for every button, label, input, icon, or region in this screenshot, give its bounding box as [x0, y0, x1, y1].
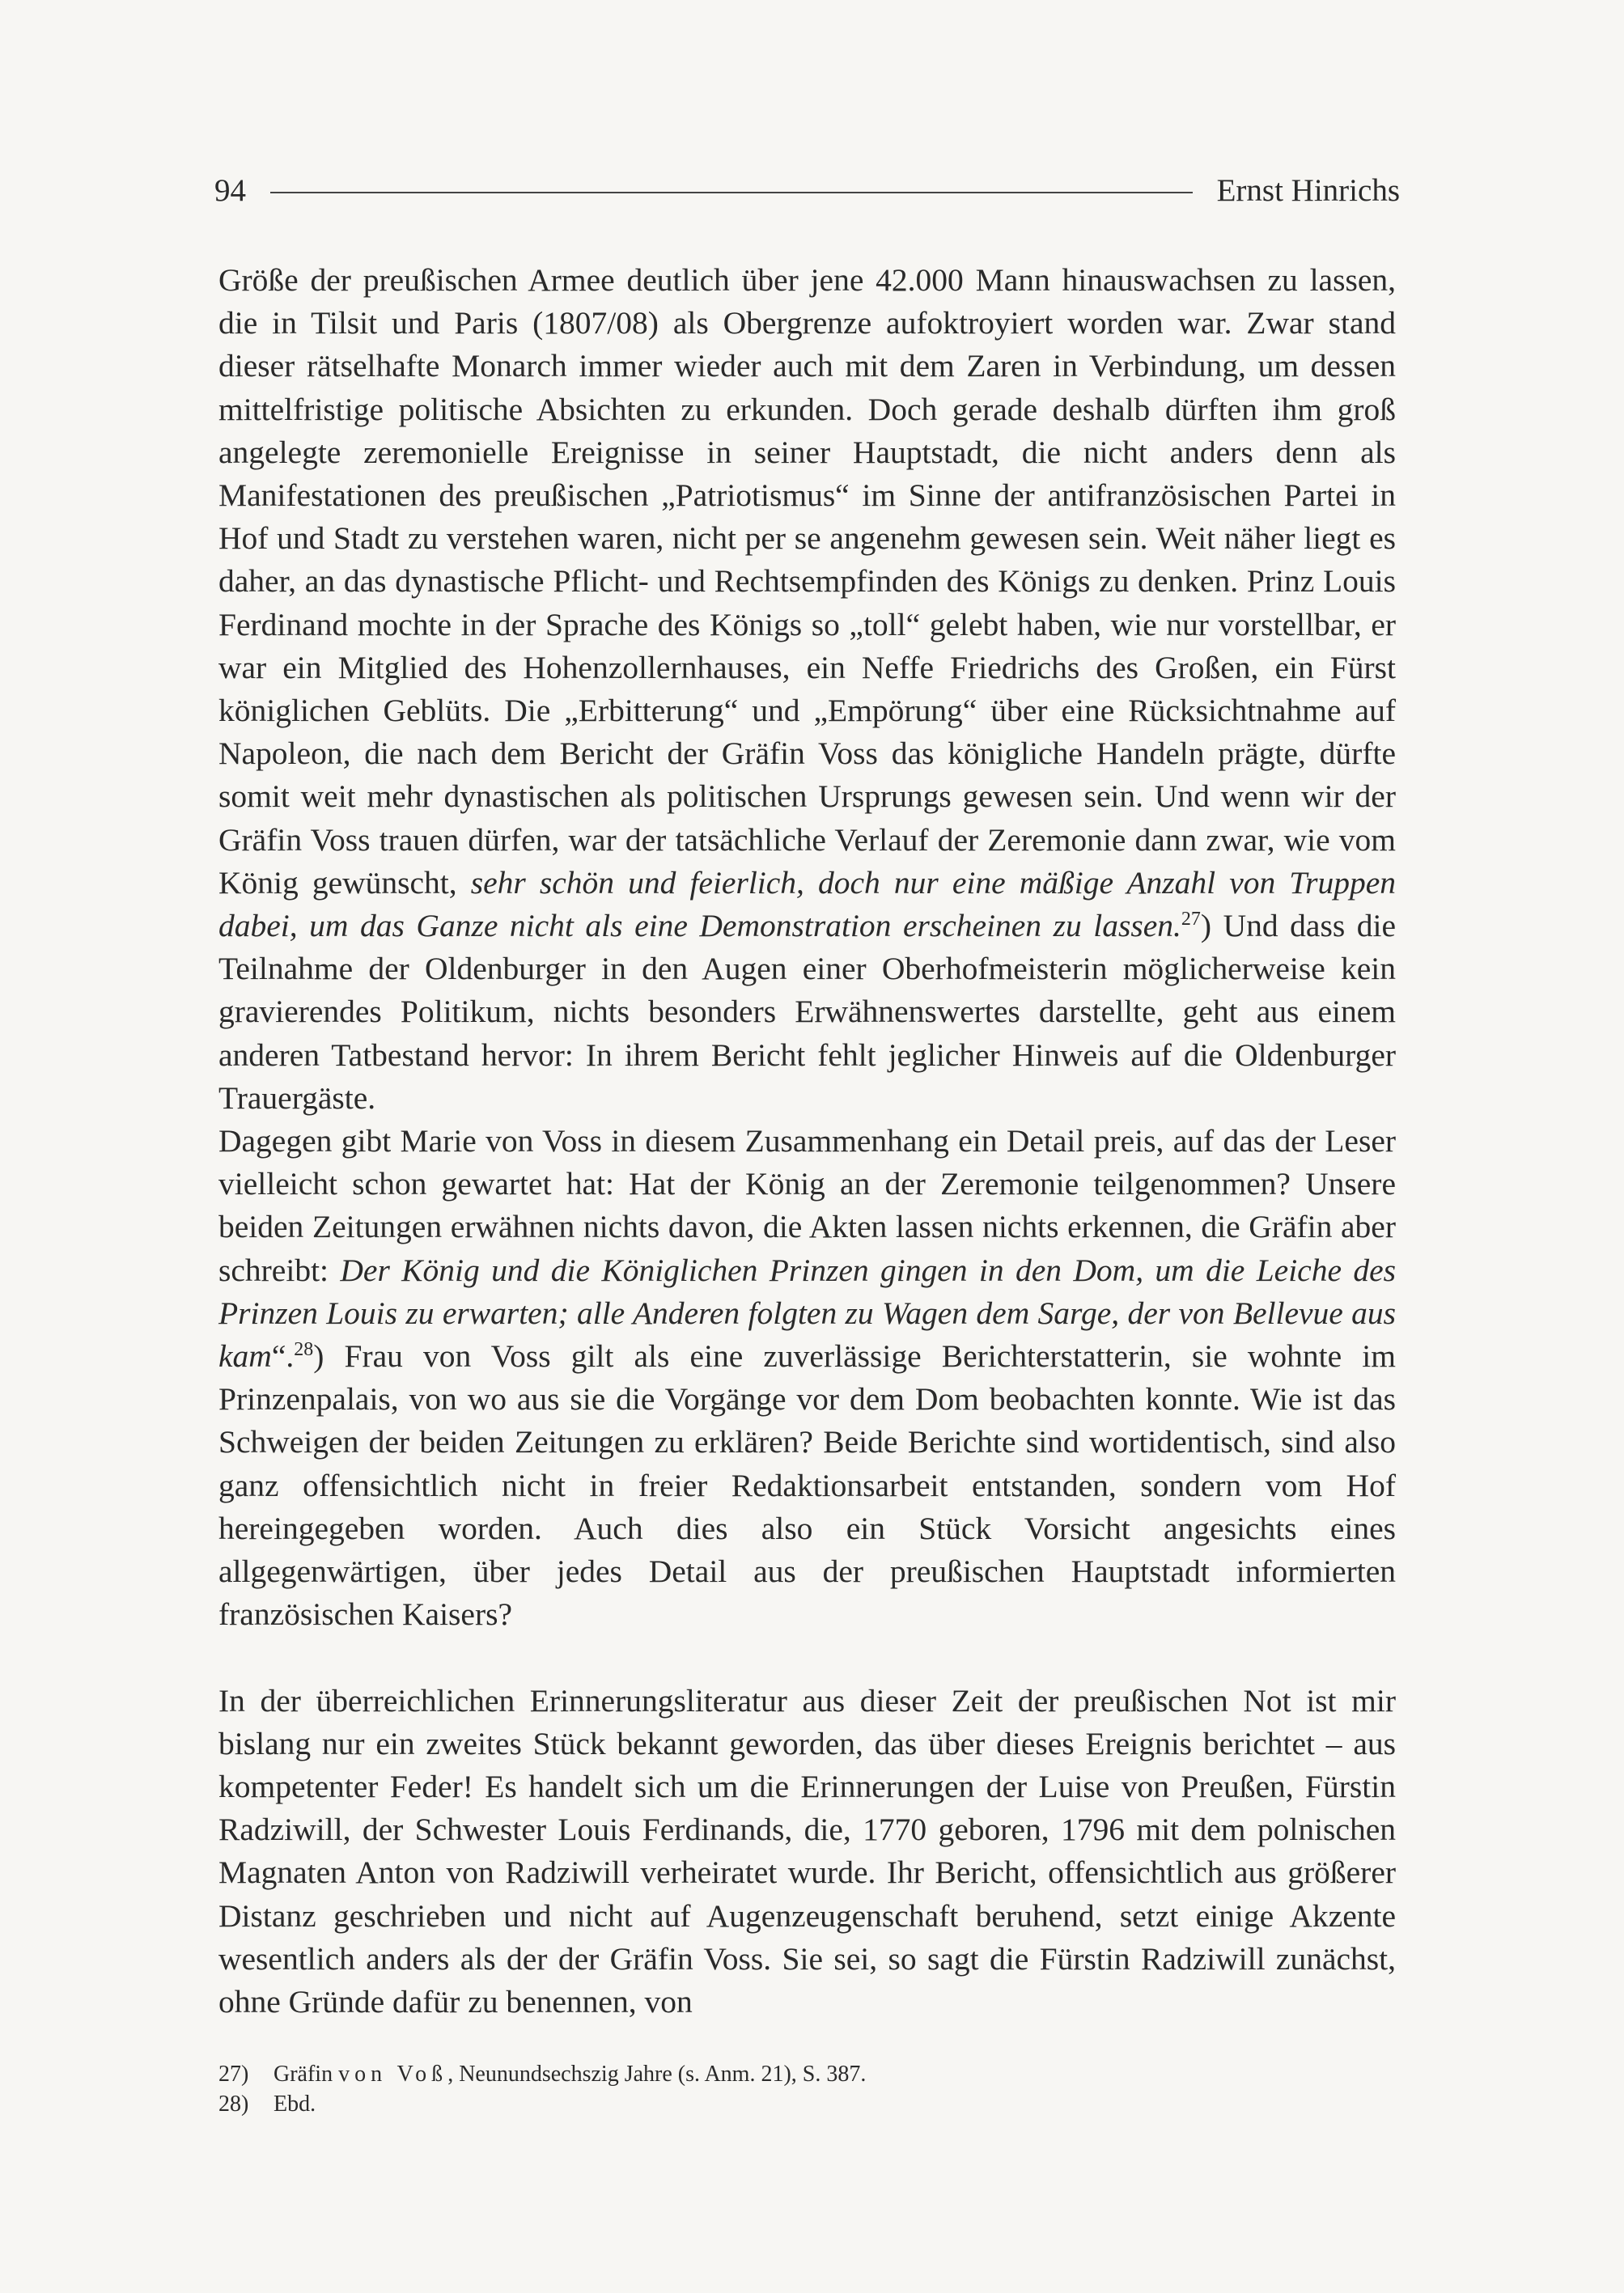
- footnote-ref-27[interactable]: 27: [1181, 908, 1201, 930]
- page-number: 94: [214, 172, 246, 208]
- header-rule: [270, 192, 1193, 193]
- footnotes: [218, 2059, 1396, 2119]
- footnote-number: 28): [218, 2092, 249, 2117]
- footnote-ref-28[interactable]: 28: [294, 1338, 314, 1360]
- footnote-number: 27): [218, 2062, 249, 2087]
- paragraph-1: Größe der preußischen Armee deutlich über jene 42.000 Mann hinauswachsen zu lassen, die in Tilsit und Paris (1807/08) als Obergrenze aufoktroyiert worden war. Zwar stand dieser rätselhafte Monarch immer wieder auch mit dem Zaren in Verbindung, um dessen mittelfristige politische Absichten zu erkunden. Doch gerade deshalb dürften ihm groß angelegte zeremonielle Ereignisse in seiner Hauptstadt, die nicht anders denn als Manifestationen des preußischen „Patriotismus“ im Sinne der antifranzösischen Partei in Hof und Stadt zu verstehen waren, nicht per se angenehm gewesen sein. Weit näher liegt es daher, an das dynastische Pflicht- und Rechtsempfinden des Königs zu denken. Prinz Louis Ferdinand mochte in der Sprache des Königs so „toll“ gelebt haben, wie nur vorstellbar, er war ein Mitglied des Hohenzollernhauses, ein Neffe Friedrichs des Großen, ein Fürst königlichen Geblüts. Die „Erbitterung“ und „Empörung“ über eine Rücksichtnahme auf Napoleon, die nach dem Bericht der Gräfin Voss das königliche Handeln prägte, dürfte somit weit mehr dynastischen als politischen Ursprungs gewesen sein. Und wenn wir der Gräfin Voss trauen dürfen, war der tatsächliche Verlauf der Zeremonie dann zwar, wie vom König gewünscht, sehr schön und feierlich, doch nur eine mäßige Anzahl von Truppen dabei, um das Ganze nicht als eine Demonstration erscheinen zu lassen.$^{27}$) Und dass die Teilnahme der Oldenburger in den Augen einer Oberhofmeisterin möglicherweise kein gravierendes Politikum, nichts besonders Erwähnenswertes darstellte, geht aus einem anderen Tatbestand hervor: In ihrem Bericht fehlt jeglicher Hinweis auf die Oldenburger Trauergäste.: [218, 262, 1397, 1116]
- paragraph-2: Dagegen gibt Marie von Voss in diesem Zusammenhang ein Detail preis, auf das der Leser vielleicht schon gewartet hat: Hat der König an der Zeremonie teilgenommen? Unsere beiden Zeitungen erwähnen nichts davon, die Akten lassen nichts erkennen, die Gräfin aber schreibt: Der König und die Königlichen Prinzen gingen in den Dom, um die Leiche des Prinzen Louis zu erwarten; alle Anderen folgten zu Wagen dem Sarge, der von Bellevue aus kam“.$^{28}$) Frau von Voss gilt als eine zuverlässige Berichterstatterin, sie wohnte im Prinzenpalais, von wo aus sie die Vorgänge vor dem Dom beobachten konnte. Wie ist das Schweigen der beiden Zeitungen zu erklären? Beide Berichte sind wortidentisch, sind also ganz offensichtlich nicht in freier Redaktionsarbeit entstanden, sondern vom Hof hereingegeben worden. Auch dies also ein Stück Vorsicht angesichts eines allgegenwärtigen, über jedes Detail aus der preußischen Hauptstadt informierten französischen Kaisers?: [218, 1123, 1397, 1633]
- footnote-text: Gräfin von Voß, Neunundsechszig Jahre (s. Anm. 21), S. 387.: [273, 2062, 867, 2087]
- quote-voss-1: sehr schön und feierlich, doch nur eine mäßige Anzahl von Truppen dabei, um das Ganze nicht als eine Demonstration erscheinen zu lassen.: [218, 864, 1397, 944]
- paragraph-3: In der überreichlichen Erinnerungsliteratur aus dieser Zeit der preußischen Not ist mir bislang nur ein zweites Stück bekannt geworden, das über dieses Ereignis berichtet – aus kompetenter Feder! Es handelt sich um die Erinnerungen der Luise von Preußen, Fürstin Radziwill, der Schwester Louis Ferdinands, die, 1770 geboren, 1796 mit dem polnischen Magnaten Anton von Radziwill verheiratet wurde. Ihr Bericht, offensichtlich aus größerer Distanz geschrieben und nicht auf Augenzeugenschaft beruhend, setzt einige Akzente wesentlich anders als der der Gräfin Voss. Sie sei, so sagt die Fürstin Radziwill zunächst, ohne Gründe dafür zu benennen, von: [218, 1682, 1396, 2020]
- footnote-28: [218, 2089, 1396, 2119]
- running-head-author: Ernst Hinrichs: [1216, 172, 1400, 208]
- footnote-27: [218, 2059, 1396, 2089]
- footnote-text: Ebd.: [273, 2092, 316, 2117]
- running-header: [214, 166, 1400, 214]
- body-text: [218, 259, 1396, 2024]
- quote-voss-2: Der König und die Königlichen Prinzen gingen in den Dom, um die Leiche des Prinzen Louis zu erwarten; alle Anderen folgten zu Wagen dem Sarge, der von Bellevue aus kam: [218, 1252, 1397, 1375]
